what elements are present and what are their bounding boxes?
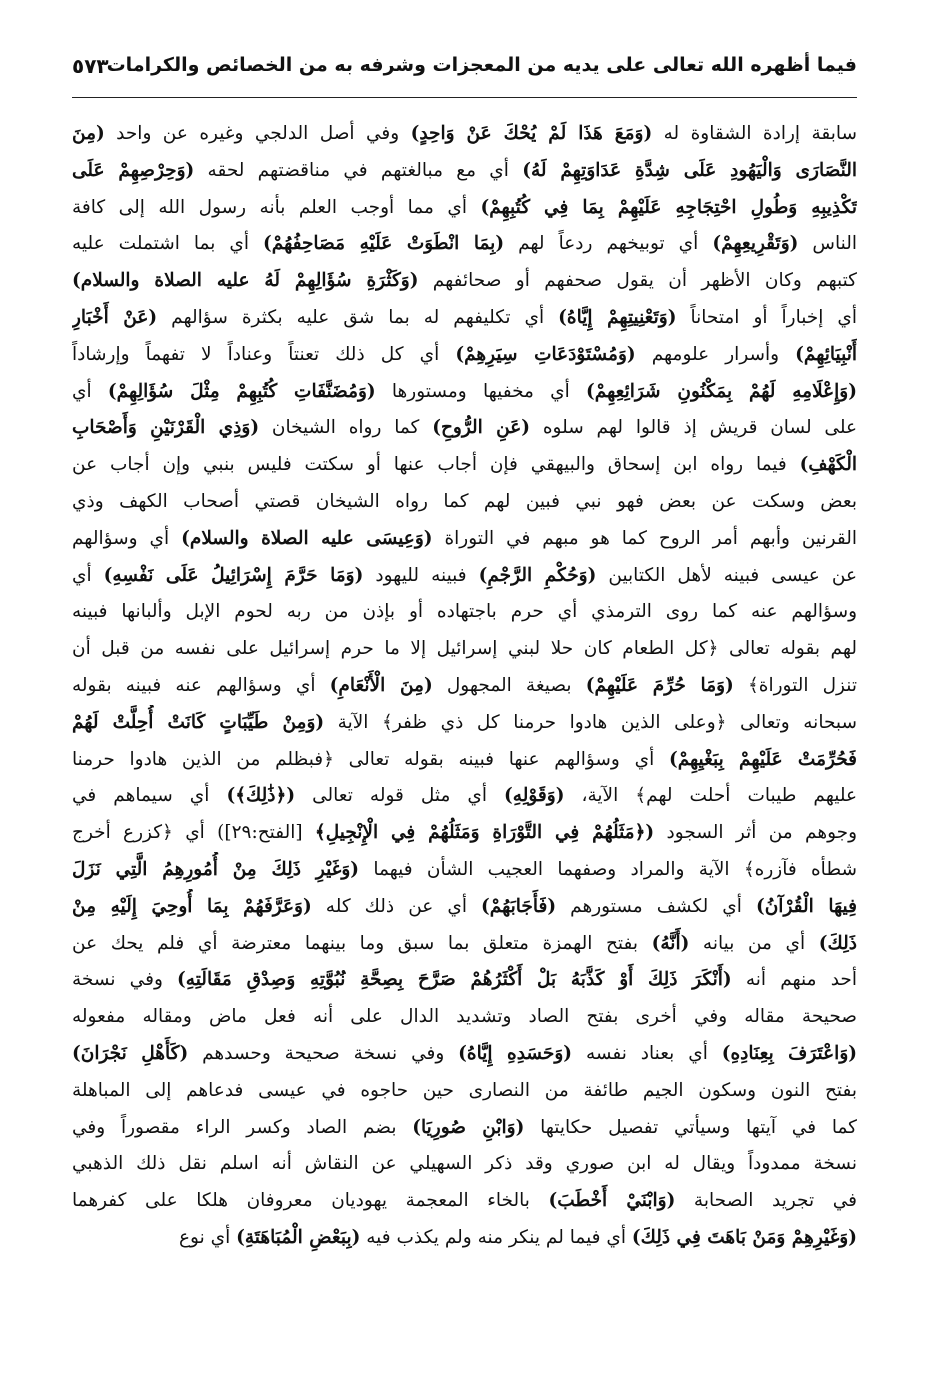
text-line (72, 226, 857, 263)
commentary-text: كما في آيتها وسيأتي تفصيل حكايتها (524, 1116, 857, 1138)
quoted-matn: (وَتَعْنِيتِهِمْ إِيَّاهُ) (558, 306, 677, 328)
quoted-matn: (وَحِرْصِهِمْ عَلَى (72, 159, 195, 181)
quoted-matn: (وَكَثْرَةِ سُؤَالِهِمْ لَهُ عليه الصلاة والسلام) (72, 270, 419, 292)
commentary-text: أي مخفيها ومستورها (375, 380, 587, 402)
quoted-matn: فِيهَا الْقُرْآنُ) (755, 895, 857, 917)
commentary-text: أحد منهم أنه (731, 969, 857, 991)
quoted-matn: أَنْبِيَائِهِمْ) (795, 343, 857, 365)
commentary-text: أي نوع (178, 1226, 237, 1248)
commentary-text: أي كل ذلك تعنتاً وعناداً لا تفهماً وإرشاداً (72, 343, 456, 365)
quoted-matn: تَكْذِيبِهِ وَطُولِ احْتِجَاجِهِ عَلَيْهِمْ بِمَا فِي كُتُبِهِمْ) (480, 196, 857, 218)
quoted-matn: (وَغَيْرِ ذَلِكَ مِنْ أُمُورِهِمُ الَّتِي نَزَلَ (72, 858, 360, 880)
quoted-matn: (وَحَسَدِهِ إِيَّاهُ) (458, 1042, 573, 1064)
header-divider (72, 97, 857, 98)
quoted-matn: ذَلِكَ) (818, 932, 857, 954)
commentary-text: في تجريد الصحابة (675, 1190, 857, 1212)
commentary-text: فيما رواه ابن إسحاق والبيهقي فإن أجاب عنها أو سكتت فليس بنبي وإن أجاب عن (72, 454, 800, 476)
commentary-text: أي توبيخهم ردعاً لهم (504, 233, 713, 255)
commentary-text: أي لكشف مستورهم (556, 895, 756, 917)
text-line (72, 153, 857, 190)
quoted-matn: (وَذِي الْقَرْنَيْنِ وَأَصْحَابِ (72, 417, 260, 439)
quoted-matn: (فَأَجَابَهُمْ) (481, 895, 557, 917)
text-line (72, 558, 857, 595)
quoted-matn: (بِبَعْضِ الْمُبَاهَتَةِ) (236, 1226, 361, 1248)
text-line (72, 1220, 857, 1257)
quoted-matn: (﴿ذَٰلِكَ﴾) (226, 785, 296, 807)
text-line (72, 1036, 857, 1073)
quoted-matn: (وَعَرَّفَهُمْ بِمَا أُوحِيَ إِلَيْهِ مِنْ (72, 895, 312, 917)
text-line (72, 1183, 857, 1220)
text-line (72, 705, 857, 742)
commentary-text: وفي نسخة صحيحة وحسدهم (188, 1042, 459, 1064)
commentary-text: وفي نسخة (72, 969, 178, 991)
commentary-text: تنزل التوراة﴾ (733, 674, 857, 696)
commentary-text: نسخة ممدوداً ويقال له ابن صوري وقد ذكر السهيلي عن النقاش أنه اسلم نقل ذلك الذهبي (72, 1153, 857, 1175)
text-line (72, 962, 857, 999)
commentary-text: أي تكليفهم له بما شق عليه بكثرة سؤالهم (157, 306, 559, 328)
commentary-text: الناس (798, 233, 857, 255)
quoted-matn: (بِمَا انْطَوَتْ عَلَيْهِ مَصَاحِفُهُمْ) (263, 233, 505, 255)
page-number: ٥٧٣ (72, 54, 109, 78)
text-line (72, 410, 857, 447)
commentary-text: عليهم طيبات أحلت لهم﴾ الآية، (564, 785, 857, 807)
commentary-text: أي من بيانه (689, 932, 819, 954)
text-line (72, 889, 857, 926)
commentary-text: سبحانه وتعالى ﴿وعلى الذين هادوا حرمنا كل ذي ظفر﴾ الآية (324, 711, 857, 733)
commentary-text: أي وسؤالهم عنه فبينه بقوله (72, 674, 330, 696)
commentary-text: أي عن ذلك كله (311, 895, 482, 917)
quoted-matn: (وَاعْتَرَفَ بِعِنَادِهِ) (721, 1042, 857, 1064)
text-line (72, 1146, 857, 1183)
commentary-text: أي بعناد نفسه (572, 1042, 722, 1064)
quoted-matn: النَّصَارَى وَالْيَهُودِ عَلَى شِدَّةِ عَدَاوَتِهِمْ لَهُ) (522, 159, 857, 181)
commentary-text: أي مثل قوله تعالى (295, 785, 505, 807)
commentary-text: بعض وسكت عن بعض فهو نبي فبين لهم كما رواه الشيخان قصتي أصحاب الكهف وذي (72, 490, 857, 512)
quoted-matn: (وَابْنِ صُورِيَا) (412, 1116, 525, 1138)
quoted-matn: (عَنْ أَخْبَارِ (72, 306, 158, 328)
text-line (72, 852, 857, 889)
text-line (72, 337, 857, 374)
quoted-matn: (﴿مَثَلُهُمْ فِي التَّوْرَاةِ وَمَثَلُهُمْ فِي الْإِنْجِيلِ﴾ (314, 822, 655, 844)
commentary-text: فبينه لليهود (363, 564, 479, 586)
running-head: فيما أظهره الله تعالى على يديه من المعجزات وشرفه به من الخصائص والكرامات (106, 54, 857, 76)
quoted-matn: فَحُرِّمَتْ عَلَيْهِمْ بِبَغْيِهِمْ) (668, 748, 857, 770)
text-line (72, 742, 857, 779)
commentary-text: أي (72, 564, 104, 586)
commentary-text: بفتح النون وسكون الجيم طائفة من النصارى حين حاجوه في عيسى فدعاهم إلى المباهلة (72, 1079, 857, 1101)
text-line (72, 263, 857, 300)
commentary-text: أي وسؤالهم عنها فبينه بقوله تعالى ﴿فبظلم من الذين هادوا حرمنا (72, 748, 669, 770)
text-line (72, 447, 857, 484)
quoted-matn: (مِنَ الْأَنْعَامِ) (329, 674, 433, 696)
commentary-text: القرنين وأبهم أمر الروح كما هو مبهم في التوراة (432, 527, 857, 549)
commentary-text: صحيحة مقاله وفي أخرى بفتح الصاد وتشديد الدال على أنه فعل ماض ومقاله مفعوله (72, 1006, 857, 1028)
page-header (72, 52, 857, 92)
text-line (72, 521, 857, 558)
commentary-text: كما رواه الشيخان (259, 417, 433, 439)
text-line (72, 631, 857, 668)
commentary-text: لهم بقوله تعالى ﴿كل الطعام كان حلا لبني إسرائيل إلا ما حرم إسرائيل على نفسه من قبل أن (72, 638, 857, 660)
quoted-matn: (وَمُضَنَّفَاتِ كُتُبِهِمْ مِثْلَ سُؤَالِهِمْ) (107, 380, 376, 402)
quoted-matn: (كَأَهْلِ نَجْرَانَ) (72, 1042, 189, 1064)
commentary-text: بضم الصاد وكسر الراء مقصوراً وفي (72, 1116, 413, 1138)
text-line (72, 999, 857, 1036)
text-line (72, 116, 857, 153)
commentary-text: بصيغة المجهول (432, 674, 586, 696)
quoted-matn: (وَمُسْتَوْدَعَاتِ سِيَرِهِمْ) (455, 343, 636, 365)
commentary-text: وجوهم من أثر السجود (654, 822, 857, 844)
commentary-text: شطأه فآزره﴾ الآية والمراد وصفهما العجيب الشأن فيهما (359, 858, 857, 880)
quoted-matn: (أَنْكَرَ ذَلِكَ أَوْ كَذَّبَهُ بَلْ أَكْثَرُهُمْ صَرَّحَ بِصِحَّةِ نُبُوَّتِهِ وَصِدْقِ مَقَالَتِهِ) (177, 969, 732, 991)
commentary-text: كتبهم وكان الأظهر أن يقول صحفهم أو صحائفهم (418, 270, 857, 292)
commentary-text: وأسرار علومهم (635, 343, 796, 365)
text-line (72, 668, 857, 705)
text-line (72, 1073, 857, 1110)
text-line (72, 926, 857, 963)
quoted-matn: (وَقَوْلِهِ) (504, 785, 565, 807)
text-line (72, 594, 857, 631)
quoted-matn: (وَإِعْلَامِهِ لَهُمْ بِمَكْنُونِ شَرَائِعِهِمْ) (586, 380, 857, 402)
commentary-text: على لسان قريش إذ قالوا لهم سلوه (530, 417, 857, 439)
quoted-matn: (وَتَقْرِيعِهِمْ) (712, 233, 799, 255)
commentary-text: أي بما اشتملت عليه (72, 233, 264, 255)
quoted-matn: (أَنَّهُ) (651, 932, 690, 954)
commentary-text: بفتح الهمزة متعلق بما سبق وما بينهما معترضة أي فلم يحك عن (72, 932, 652, 954)
text-line (72, 1110, 857, 1147)
text-line (72, 300, 857, 337)
commentary-text: سابقة إرادة الشقاوة له (652, 123, 857, 144)
quoted-matn: (وَغَيْرِهِمْ وَمَنْ بَاهَتَ فِي ذَلِكَ) (631, 1226, 857, 1248)
quoted-matn: (وَمِنْ طَيِّبَاتٍ كَانَتْ أُحِلَّتْ لَهُمْ (72, 711, 325, 733)
quoted-matn: (وَمَعَ هَذَا لَمْ يُحْكَ عَنْ وَاحِدٍ) (410, 123, 653, 144)
commentary-text: أي (72, 380, 108, 402)
commentary-text: أي وسؤالهم (72, 527, 182, 549)
quoted-matn: الْكَهْفِ) (799, 454, 857, 476)
commentary-text: بالخاء المعجمة يهوديان معروفان هلكا على كفرهما (72, 1190, 549, 1212)
commentary-text: عن عيسى فبينه لأهل الكتابين (596, 564, 857, 586)
commentary-text: أي سيماهم في (72, 785, 227, 807)
text-line (72, 815, 857, 852)
quoted-matn: (وَعِيسَى عليه الصلاة والسلام) (181, 527, 433, 549)
text-line (72, 778, 857, 815)
commentary-text: [الفتح:٢٩]) أي ﴿كزرع أخرج (72, 822, 315, 844)
quoted-matn: (وَابْنَيْ أَخْطَبَ) (548, 1190, 676, 1212)
commentary-text: أي مما أوجب العلم بأنه رسول الله إلى كافة (72, 196, 481, 218)
text-line (72, 484, 857, 521)
commentary-text: أي إخباراً أو امتحاناً (676, 306, 857, 328)
body-text (72, 116, 857, 1257)
quoted-matn: (مِنَ (72, 123, 105, 144)
commentary-text: وفي أصل الدلجي وغيره عن واحد (104, 123, 411, 144)
quoted-matn: (وَمَا حُرِّمَ عَلَيْهِمْ) (585, 674, 734, 696)
text-line (72, 190, 857, 227)
commentary-text: وسؤالهم عنه كما روى الترمذي أي حرم باجتهاده أو بإذن من ربه لحوم الإبل وألبانها فبينه (72, 601, 857, 623)
commentary-text: أي مع مبالغتهم في مناقضتهم لحقه (194, 159, 523, 181)
quoted-matn: (وَحُكْمِ الرَّجْمِ) (478, 564, 597, 586)
quoted-matn: (وَمَا حَرَّمَ إِسْرَائِيلُ عَلَى نَفْسِهِ) (103, 564, 364, 586)
text-line (72, 374, 857, 411)
commentary-text: أي فيما لم ينكر منه ولم يكذب فيه (360, 1226, 632, 1248)
quoted-matn: (عَنِ الرُّوحِ) (432, 417, 531, 439)
